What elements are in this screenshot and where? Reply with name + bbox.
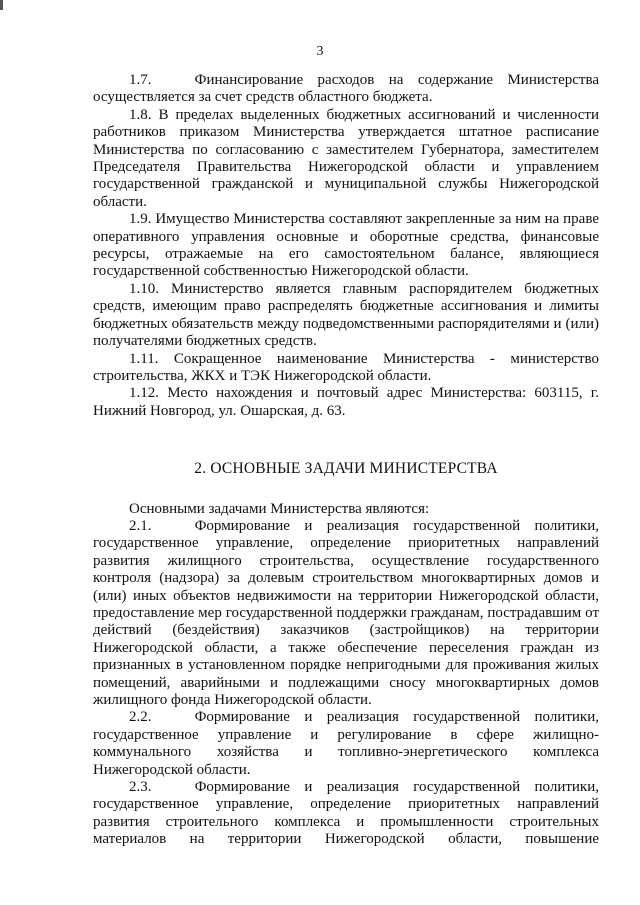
paragraph-1-10: 1.10. Министерство является главным распорядителем бюджетных средств, имеющим право распределять бюджетные ассигнования и лимиты бюджетных обязательств между подведомственными распорядителями и (или) получателями бюджетных средств.	[93, 280, 599, 350]
section-title: 2. ОСНОВНЫЕ ЗАДАЧИ МИНИСТЕРСТВА	[194, 460, 498, 478]
paragraph-1-11: 1.11. Сокращенное наименование Министерства - министерство строительства, ЖКХ и ТЭК Нижегородской области.	[93, 350, 599, 384]
paragraph-2-2: 2.2. Формирование и реализация государственной политики, государственное управление и регулирование в сфере жилищно-коммунального хозяйства и топливно-энергетического комплекса Нижегородской области.	[93, 709, 599, 778]
paragraph-2-1: 2.1. Формирование и реализация государственной политики, государственное управление, определение приоритетных направлений развития жилищного строительства, осуществление государственного контроля (надзора) за долевым строительством многоквартирных домов и (или) иных объектов недвижимости на территории Нижегородской области, предоставление мер государственной поддержки гражданам, пострадавшим от действий (бездействия) заказчиков (застройщиков) на территории Нижегородской области, а также обеспечение переселения граждан из признанных в установленном порядке непригодными для проживания жилых помещений, аварийными и подлежащими сносу многоквартирных домов жилищного фонда Нижегородской области.	[93, 517, 599, 708]
paragraph-1-9: 1.9. Имущество Министерства составляют закрепленные за ним на праве оперативного управления основные и оборотные средства, финансовые ресурсы, отражаемые на его самостоятельном балансе, являющиеся государственной собственностью Нижегородской области.	[93, 211, 599, 280]
page-number: 3	[316, 44, 324, 59]
paragraph-1-8: 1.8. В пределах выделенных бюджетных ассигнований и численности работников приказом Министерства утверждается штатное расписание Министерства по согласованию с заместителем Губернатора, заместителем Председателя Правительства Нижегородской области и управлением государственной гражданской и муниципальной службы Нижегородской области.	[93, 106, 599, 210]
paragraph-1-12: 1.12. Место нахождения и почтовый адрес Министерства: 603115, г. Нижний Новгород, ул. Ошарская, д. 63.	[93, 385, 599, 419]
scan-edge-mark	[0, 0, 3, 10]
section-intro: Основными задачами Министерства являются:	[129, 500, 430, 517]
document-body	[93, 72, 599, 849]
paragraph-1-7: 1.7. Финансирование расходов на содержание Министерства осуществляется за счет средств областного бюджета.	[93, 72, 599, 106]
paragraph-2-3: 2.3. Формирование и реализация государственной политики, государственное управление, определение приоритетных направлений развития строительного комплекса и промышленности строительных материалов на территории Нижегородской области, повышение	[93, 779, 599, 848]
